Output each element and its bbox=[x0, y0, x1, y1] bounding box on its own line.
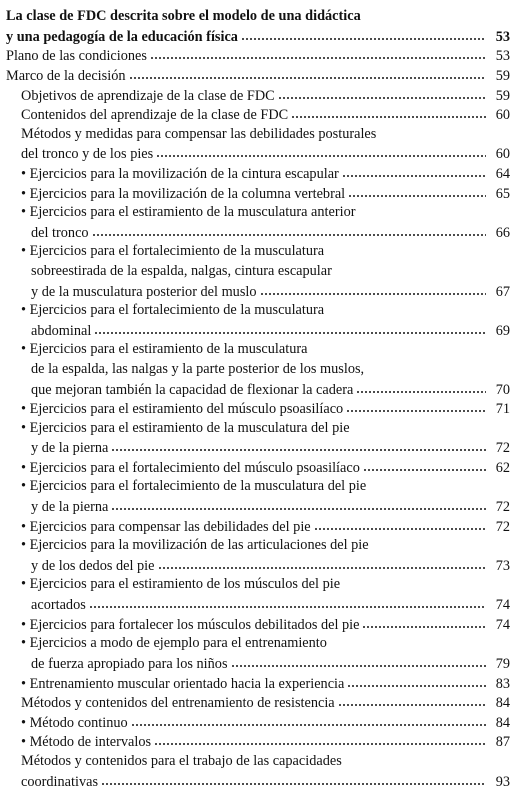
toc-entry[interactable] bbox=[21, 517, 510, 538]
toc-page-number: 73 bbox=[495, 558, 510, 575]
toc-entry[interactable] bbox=[21, 575, 510, 615]
toc-entry[interactable] bbox=[21, 105, 510, 126]
toc-entry-title-line: • Método continuo bbox=[21, 714, 128, 731]
toc-entry-title-line: Marco de la decisión bbox=[6, 68, 126, 85]
dot-leader bbox=[348, 186, 486, 200]
toc-entry-title-line: coordinativas bbox=[21, 773, 99, 790]
toc-page-number: 70 bbox=[495, 381, 510, 398]
toc-entry-title-line: • Ejercicios para la movilización de las articulaciones del pie bbox=[21, 537, 369, 554]
toc-entry[interactable] bbox=[21, 634, 510, 674]
toc-entry[interactable] bbox=[21, 419, 510, 459]
toc-page-number: 60 bbox=[495, 107, 510, 124]
toc-entry-title-line: • Ejercicios para la movilización de la columna vertebral bbox=[21, 185, 346, 202]
dot-leader bbox=[342, 167, 486, 181]
dot-leader bbox=[111, 441, 486, 455]
toc-entry[interactable] bbox=[21, 399, 510, 420]
toc-entry-title-line: • Entrenamiento muscular orientado hacia la experiencia bbox=[21, 675, 345, 692]
toc-entry[interactable] bbox=[21, 125, 510, 165]
toc-entry-title-line: de la espalda, las nalgas y la parte posterior de los muslos, bbox=[31, 360, 365, 377]
toc-page-number: 62 bbox=[495, 460, 510, 477]
toc-entry-title-line: • Ejercicios para el estiramiento del músculo psoasilíaco bbox=[21, 401, 344, 418]
toc-entry-title-line: y de la pierna bbox=[31, 499, 109, 516]
toc-entry-title-line: • Ejercicios para el estiramiento de la musculatura anterior bbox=[21, 204, 356, 220]
toc-entry-title-line: Contenidos del aprendizaje de la clase de FDC bbox=[21, 107, 289, 124]
toc-entry[interactable] bbox=[6, 66, 510, 87]
toc-entry-title-line: • Ejercicios para el estiramiento de la musculatura del pie bbox=[21, 419, 350, 436]
toc-entry-title-line: del tronco y de los pies bbox=[21, 146, 154, 163]
dot-leader bbox=[94, 324, 486, 338]
dot-leader bbox=[158, 559, 487, 573]
dot-leader bbox=[129, 69, 487, 83]
toc-page-number: 67 bbox=[495, 283, 510, 300]
dot-leader bbox=[260, 284, 486, 298]
toc-entry-title-line: del tronco bbox=[31, 224, 89, 241]
toc-entry[interactable] bbox=[21, 85, 510, 106]
toc-entry-title-line: • Ejercicios para el fortalecimiento de la musculatura bbox=[21, 243, 325, 260]
dot-leader bbox=[150, 49, 486, 63]
toc-page-number: 72 bbox=[495, 440, 510, 457]
toc-entry[interactable] bbox=[21, 477, 510, 517]
toc-entry[interactable] bbox=[21, 693, 510, 714]
toc-entry[interactable] bbox=[21, 615, 510, 636]
toc-entry[interactable] bbox=[21, 536, 510, 576]
toc-entry-title-line: • Ejercicios para el estiramiento de la musculatura bbox=[21, 341, 308, 358]
dot-leader bbox=[131, 716, 486, 730]
toc-page-number: 64 bbox=[495, 166, 510, 183]
toc-page-number: 74 bbox=[495, 597, 510, 614]
toc-page-number: 69 bbox=[495, 322, 510, 339]
toc-page-number: 87 bbox=[495, 734, 510, 751]
toc-page-number: 59 bbox=[495, 87, 510, 104]
toc-entry-title-line: sobreestirada de la espalda, nalgas, cintura escapular bbox=[31, 262, 332, 279]
dot-leader bbox=[346, 402, 486, 416]
toc-entry-title-line: de fuerza apropiado para los niños bbox=[31, 656, 228, 673]
dot-leader bbox=[356, 382, 486, 396]
toc-entry[interactable] bbox=[21, 203, 510, 243]
toc-entry-title-line: y de la musculatura posterior del muslo bbox=[31, 283, 257, 300]
toc-entry-title-line: • Ejercicios para la movilización de la cintura escapular bbox=[21, 166, 339, 183]
toc-entry-title-line: • Ejercicios a modo de ejemplo para el entrenamiento bbox=[21, 635, 327, 652]
toc-entry[interactable] bbox=[21, 752, 510, 792]
toc-entry-title-line: • Método de intervalos bbox=[21, 734, 152, 751]
toc-entry[interactable] bbox=[6, 46, 510, 67]
toc-page-number: 59 bbox=[495, 68, 510, 85]
toc-entry[interactable] bbox=[21, 732, 510, 753]
toc-entry-title-line: Objetivos de aprendizaje de la clase de FDC bbox=[21, 87, 275, 104]
toc-page-number: 72 bbox=[495, 518, 510, 535]
dot-leader bbox=[101, 774, 486, 788]
toc-entry[interactable] bbox=[21, 301, 510, 341]
toc-page-number: 93 bbox=[495, 773, 510, 790]
dot-leader bbox=[291, 108, 486, 122]
toc-entry-title-line: • Ejercicios para el fortalecimiento del músculo psoasilíaco bbox=[21, 460, 360, 477]
toc-entry[interactable] bbox=[21, 713, 510, 734]
toc-entry-title-line: • Ejercicios para el fortalecimiento de la musculatura del pie bbox=[21, 478, 367, 495]
toc-entry-title-line: abdominal bbox=[31, 322, 92, 339]
dot-leader bbox=[338, 696, 486, 710]
dot-leader bbox=[156, 147, 486, 161]
toc-page-number: 71 bbox=[495, 401, 510, 418]
dot-leader bbox=[314, 520, 486, 534]
toc-entry-title-line: • Ejercicios para compensar las debilidades del pie bbox=[21, 518, 311, 535]
toc-entry[interactable] bbox=[21, 164, 510, 185]
toc-page-number: 66 bbox=[495, 224, 510, 241]
toc-entry[interactable] bbox=[21, 458, 510, 479]
toc-entry-title-line: • Ejercicios para fortalecer los músculos debilitados del pie bbox=[21, 616, 360, 633]
dot-leader bbox=[278, 88, 486, 102]
toc-page-number: 83 bbox=[495, 675, 510, 692]
dot-leader bbox=[231, 657, 486, 671]
dot-leader bbox=[154, 735, 486, 749]
toc-entry[interactable] bbox=[6, 7, 510, 47]
dot-leader bbox=[347, 676, 486, 690]
dot-leader bbox=[363, 461, 486, 475]
toc-entry-title-line: La clase de FDC descrita sobre el modelo de una didáctica bbox=[6, 8, 361, 24]
toc-page-number: 84 bbox=[495, 714, 510, 731]
toc-entry-title-line: • Ejercicios para el fortalecimiento de la musculatura bbox=[21, 302, 325, 318]
toc-page-number: 53 bbox=[495, 28, 510, 45]
toc-entry-title-line: acortados bbox=[31, 597, 86, 614]
toc-page-number: 60 bbox=[495, 146, 510, 163]
toc-entry-title-line: • Ejercicios para el estiramiento de los músculos del pie bbox=[21, 576, 341, 593]
toc-entry-title-line: y de los dedos del pie bbox=[31, 558, 155, 575]
dot-leader bbox=[362, 618, 486, 632]
toc-page-number: 74 bbox=[495, 616, 510, 633]
toc-entry-title-line: que mejoran también la capacidad de flexionar la cadera bbox=[31, 381, 354, 398]
dot-leader bbox=[241, 30, 486, 44]
toc-entry-title-line: Métodos y contenidos del entrenamiento de resistencia bbox=[21, 695, 335, 712]
toc-page-number: 65 bbox=[495, 185, 510, 202]
toc-entry[interactable] bbox=[21, 242, 510, 302]
dot-leader bbox=[111, 500, 486, 514]
dot-leader bbox=[92, 226, 486, 240]
toc-entry[interactable] bbox=[21, 340, 510, 400]
toc-entry-title-line: Métodos y medidas para compensar las debilidades posturales bbox=[21, 125, 377, 142]
toc-entry-title-line: y una pedagogía de la educación física bbox=[6, 28, 238, 45]
toc-entry[interactable] bbox=[21, 183, 510, 204]
toc-page-number: 53 bbox=[495, 48, 510, 65]
toc-page-number: 72 bbox=[495, 499, 510, 516]
dot-leader bbox=[89, 598, 486, 612]
toc-entry[interactable] bbox=[21, 673, 510, 694]
toc-entry-title-line: Métodos y contenidos para el trabajo de las capacidades bbox=[21, 752, 342, 769]
toc-page-number: 79 bbox=[495, 656, 510, 673]
toc-entry-title-line: Plano de las condiciones bbox=[6, 48, 147, 65]
toc-entry-title-line: y de la pierna bbox=[31, 440, 109, 457]
toc-page-number: 84 bbox=[495, 695, 510, 712]
